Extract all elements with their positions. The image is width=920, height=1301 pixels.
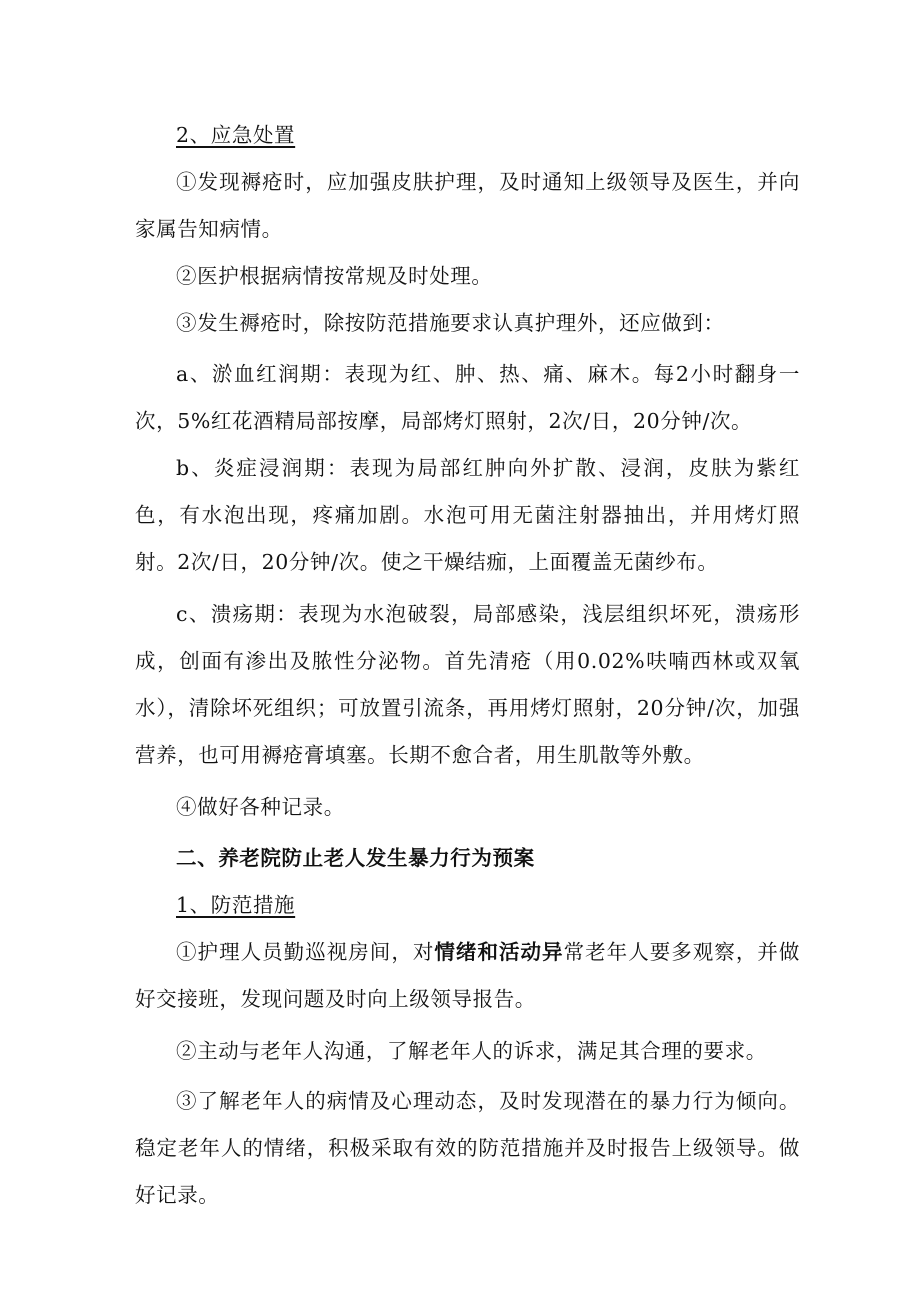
paragraph-stage-c: c、溃疡期：表现为水泡破裂，局部感染，浅层组织坏死，溃疡形成，创面有渗出及脓性分泌物。首先清疮（用0.02%呋喃西林或双氧水），清除坏死组织；可放置引流条，再用烤灯照射，20分钟/次，加强营养，也可用褥疮膏填塞。长期不愈合者，用生肌散等外敷。 (135, 602, 800, 767)
patrol-text-end: 常老年人要多观察，并做好交接班，发现问题及时向上级领导报告。 (135, 940, 801, 1011)
chapter-heading-violence-plan: 二、养老院防止老人发生暴力行为预案 (176, 846, 535, 870)
paragraph-stage-b: b、炎症浸润期：表现为局部红肿向外扩散、浸润，皮肤为紫红色，有水泡出现，疼痛加剧。水泡可用无菌注射器抽出，并用烤灯照射。2次/日，20分钟/次。使之干燥结痂，上面覆盖无菌纱布。 (135, 456, 800, 574)
patrol-text-start: ①护理人员勤巡视房间，对 (176, 940, 435, 964)
patrol-text-bold: 情绪和活动异 (434, 940, 564, 964)
paragraph-records: ④做好各种记录。 (176, 795, 345, 819)
paragraph-psych-state: ③了解老年人的病情及心理动态，及时发现潜在的暴力行为倾向。稳定老年人的情绪，积极采取有效的防范措施并及时报告上级领导。做好记录。 (135, 1089, 800, 1207)
paragraph-discover-bedsore: ①发现褥疮时，应加强皮肤护理，及时通知上级领导及医生，并向家属告知病情。 (135, 170, 800, 241)
section-heading-prevention: 1、防范措施 (176, 893, 296, 917)
paragraph-medical-handling: ②医护根据病情按常规及时处理。 (176, 264, 493, 288)
section-heading-emergency: 2、应急处置 (176, 123, 296, 147)
paragraph-occurrence-steps: ③发生褥疮时，除按防范措施要求认真护理外，还应做到： (176, 311, 725, 335)
paragraph-stage-a: a、淤血红润期：表现为红、肿、热、痛、麻木。每2小时翻身一次，5%红花酒精局部按摩，局部烤灯照射，2次/日，20分钟/次。 (135, 362, 800, 433)
paragraph-patrol (135, 929, 800, 1023)
paragraph-communication: ②主动与老年人沟通，了解老年人的诉求，满足其合理的要求。 (176, 1039, 767, 1063)
